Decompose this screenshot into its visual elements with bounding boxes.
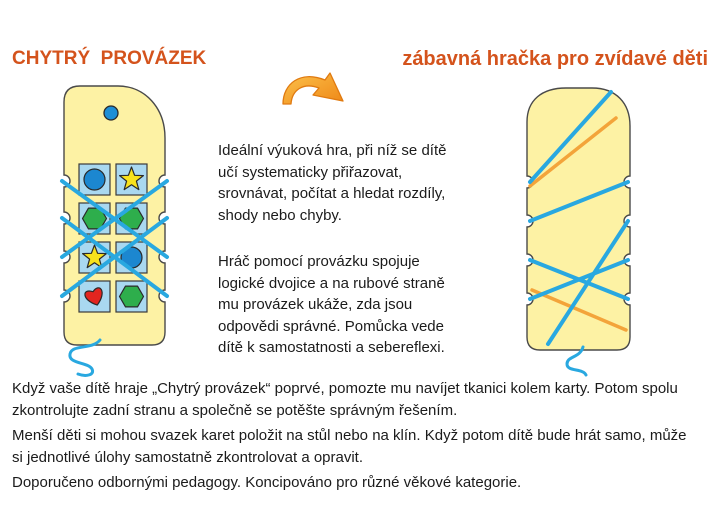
intro-line: srovnávat, počítat a hledat rozdíly, <box>218 185 446 203</box>
instruction-paragraph <box>12 472 687 494</box>
instruction-line: Když vaše dítě hraje „Chytrý provázek“ poprvé, pomozte mu navíjet tkanici kolem karty. Potom spolu <box>12 380 678 397</box>
intro-paragraph <box>218 140 446 226</box>
intro-line: Hráč pomocí provázku spojuje <box>218 253 420 270</box>
product-title: CHYTRÝ PROVÁZEK <box>12 48 207 69</box>
front-card-illustration <box>62 86 167 375</box>
intro-line: dítě k samostatnosti a sebereflexi. <box>218 339 445 357</box>
curved-arrow-icon <box>283 73 343 104</box>
intro-line: Ideální výuková hra, při níž se dítě <box>218 142 447 159</box>
product-tagline: zábavná hračka pro zvídavé děti <box>402 48 708 70</box>
instruction-line: Doporučeno odbornými pedagogy. Koncipováno pro různé věkové kategorie. <box>12 474 522 491</box>
intro-line: shody nebo chyby. <box>218 206 342 224</box>
instruction-paragraph <box>12 378 687 422</box>
instruction-line: si jednotlivé úlohy samostatně zkontrolovat a opravit. <box>12 449 364 466</box>
back-card-illustration <box>527 88 630 375</box>
hexagon-icon <box>120 286 144 307</box>
instruction-paragraph <box>12 425 687 469</box>
instructions <box>12 378 687 497</box>
intro-line: logické dvojice a na rubové straně <box>218 274 445 292</box>
intro-line: mu provázek ukáže, zda jsou <box>218 296 413 314</box>
intro-line: odpovědi správné. Pomůcka vede <box>218 317 444 335</box>
intro-line: učí systematicky přiřazovat, <box>218 163 403 181</box>
hanging-lace <box>567 347 586 375</box>
card-hole-icon <box>104 106 118 120</box>
circle-icon <box>84 169 105 190</box>
instruction-line: Menší děti si mohou svazek karet položit na stůl nebo na klín. Když potom dítě bude hrát samo, může <box>12 427 687 444</box>
instruction-line: zkontrolujte zadní stranu a společně se potěšte správným řešením. <box>12 402 458 419</box>
intro-paragraph <box>218 251 445 359</box>
